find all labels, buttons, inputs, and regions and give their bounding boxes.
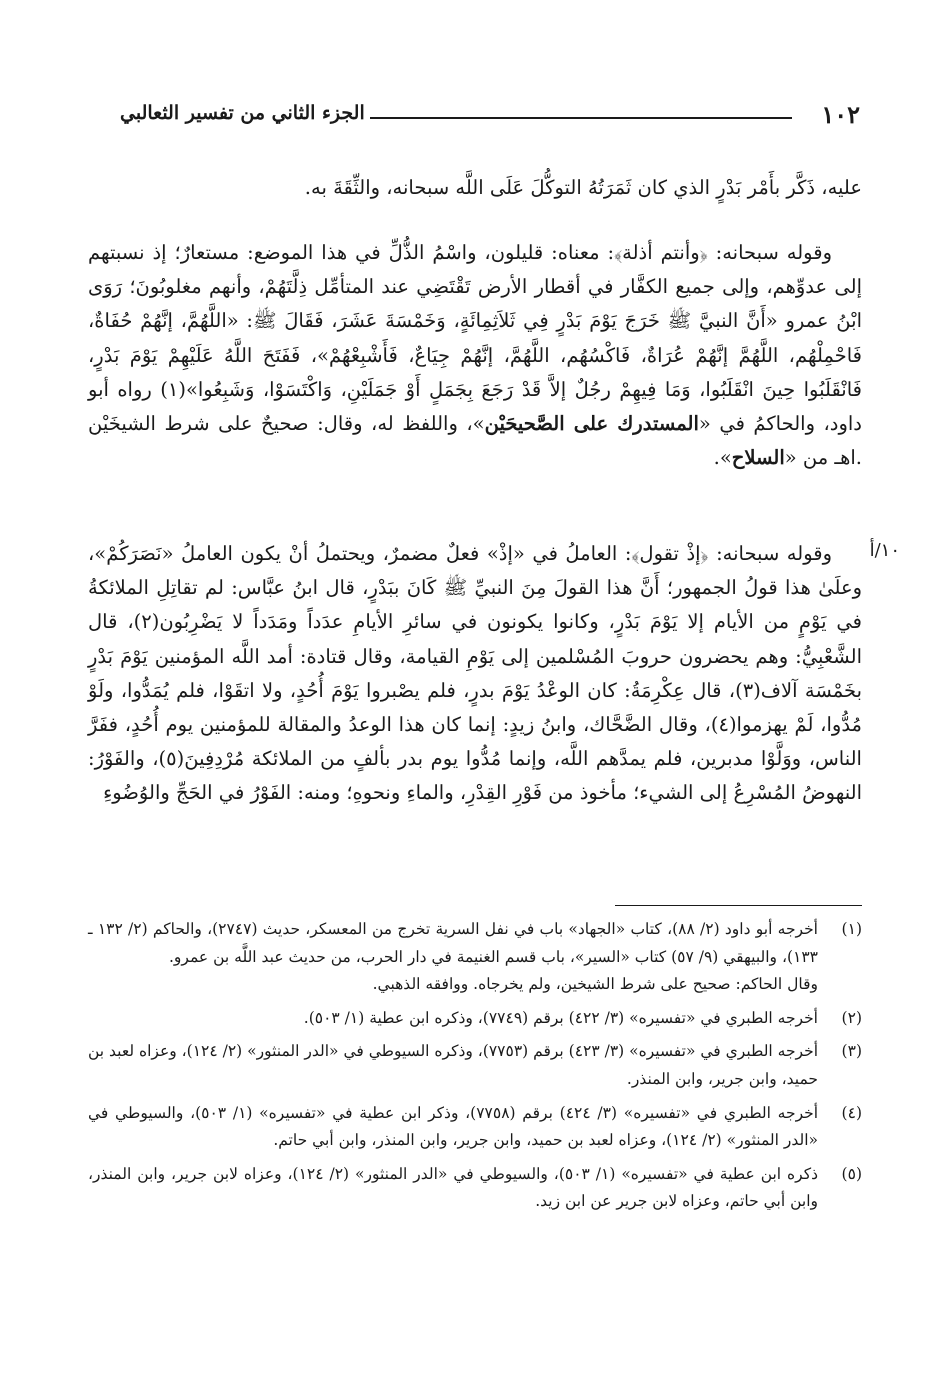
footnote-text: أخرجه الطبري في «تفسيره» (٣/ ٤٢٣) برقم (٧٧٥٣)، وذكره السيوطي في «الدر المنثور» (٢/ ١٢٤)، وعزاه لعبد بن حميد، وابن جرير، وابن المنذر. (88, 1042, 818, 1088)
page-number: ١٠٢ (821, 100, 860, 129)
paragraph-2-main: وقوله سبحانه: ﴿وأنتم أذلة﴾: معناه: قليلون، واسْمُ الذُّلِّ في هذا الموضع: مستعارٌ؛ إذ نسبتهم إلى عدوِّهم، وإلى جميع الكفَّار في أقطار الأرض تَقْتَضِي عند المتأمِّل ذِلَّتَهُمْ، وأنهم مغلوبُونَ؛ رَوَى ابْنُ عمرو «أَنَّ النبيَّ ﷺ خَرَجَ يَوْمَ بَدْرٍ فِي ثَلاَثِمِائَةٍ، وَخَمْسَةَ عَشَرَ، فَقَالَ ﷺ: «اللَّهُمَّ، إنَّهُمْ حُفَاةٌ، فَاحْمِلْهُم، اللَّهُمَّ إنَّهُمْ عُرَاةٌ، فَاكْسُهُم، اللَّهُمَّ، إنَّهُمْ جِيَاعٌ، فَأَشْبِعْهُمْ»، فَفَتَحَ اللَّهُ عَلَيْهِمْ يَوْمَ بَدْرٍ، فَانْقَلَبُوا حِينَ انْقَلَبُوا، وَمَا فِيهِمْ رجُلٌ إلاَّ قَدْ رَجَعَ بِجَمَلٍ أَوْ جَمَلَيْنِ، وَاكْتَسَوْا، وَشَبِعُوا»(١) رواه أبو داود، والحاكمُ في « (88, 241, 862, 436)
header-rule (370, 117, 792, 119)
manuscript-folio-note: ١٠/أ (869, 540, 900, 561)
footnote-text: أخرجه الطبري في «تفسيره» (٣/ ٤٢٢) برقم (٧٧٤٩)، وذكره ابن عطية (١/ ٥٠٣). (303, 1008, 818, 1027)
footnote-number: (٥) (841, 1164, 862, 1183)
footnote-4 (88, 1100, 862, 1155)
paragraph-1-text: عليه، ذَكَّر بأَمْر بَدْرٍ الذي كان ثَمَرَتُهُ التوكُّلَ عَلَى اللَّه سبحانه، والثِّقَةَ به. (304, 176, 862, 199)
footnote-5 (88, 1161, 862, 1216)
footnote-number: (٢) (841, 1008, 862, 1027)
paragraph-2-mid: »، واللفظ له، وقال: صحيحٌ على شرط الشيخَيْن .اهـ من « (88, 412, 862, 470)
paragraph-3-body: وقوله سبحانه: ﴿إذْ تقول﴾: العاملُ في «إذْ» فعلٌ مضمرٌ، ويحتملُ أنْ يكون العاملُ «نَصَرَكُمْ»، وعلَىٰ هذا قولُ الجمهور؛ أَنَّ هذا القولَ مِنَ النبيِّ ﷺ كَانَ ببَدْرٍ، قال ابنُ عبَّاس: لم تقاتِلِ الملائكةُ في يَوْمٍ من الأيام إلا يَوْمَ بَدْرٍ، وكانوا يكونون في سائرِ الأيامِ عدَداً ومَدَداً لا يَضْرِبُون(٢)، قال الشَّعْبِيُّ: وهم يحضرون حروبَ المُسْلمين إلى يَوْمِ القيامة، وقال قتادة: أمد اللَّه المؤمنين يَوْمَ بَدْرٍ بخَمْسَة آلاف(٣)، قال عِكْرِمَةُ: كان الوعْدُ يَوْمَ بدرٍ، فلم يصْبروا يَوْمَ أُحُدٍ، ولا اتقَوْا، فلم يُمَدُّوا، ولَوْ مُدُّوا، لَمْ يهزموا(٤)، وقال الضَّحَّاك، وابنُ زيدٍ: إنما كان هذا الوعدُ والمقالة للمؤمنين يوم أُحُدٍ، ففَرَّ الناس، ووَلَّوْا مدبرين، فلم يمدَّهم اللَّه، وإنما مُدُّوا يوم بدر بألفٍ من الملائكة مُرْدِفِينَ(٥)، والفَوْرُ: النهوضُ المُسْرِعُ إلى الشيء؛ مأخوذ من فَوْرِ القِدْرِ، والماءِ ونحوهِ؛ ومنه: الفَوْرُ في الحَجِّ والوُضُوءِ (88, 542, 863, 805)
paragraph-3-text (88, 537, 862, 811)
paragraph-2-end: ». (713, 446, 732, 470)
footnote-separator (615, 905, 862, 906)
page-header (120, 100, 860, 134)
paragraph-2-text (88, 236, 862, 475)
paragraph-2 (88, 236, 862, 475)
footnote-2 (88, 1005, 862, 1033)
running-title: الجزء الثاني من تفسير الثعالبي (120, 102, 365, 124)
source-title-mustadrak: المستدرك على الصَّحيحَيْن (484, 412, 699, 436)
footnote-1 (88, 916, 862, 999)
footnote-number: (٤) (841, 1103, 862, 1122)
footnote-text: ذكره ابن عطية في «تفسيره» (١/ ٥٠٣)، والسيوطي في «الدر المنثور» (٢/ ١٢٤)، وعزاه لابن جرير، وابن المنذر، وابن أبي حاتم، وعزاه لابن جرير عن ابن زيد. (88, 1164, 818, 1211)
paragraph-3 (88, 537, 862, 811)
source-title-silah: السلاح (731, 446, 785, 470)
footnote-number: (١) (841, 920, 862, 938)
footnote-text: أخرجه الطبري في «تفسيره» (٣/ ٤٢٤) برقم (٧٧٥٨)، وذكر ابن عطية في «تفسيره» (١/ ٥٠٣)، والسيوطي في «الدر المنثور» (٢/ ١٢٤)، وعزاه لعبد بن حميد، وابن جرير، وابن المنذر، وابن أبي حاتم. (88, 1103, 819, 1150)
footnote-3 (88, 1038, 862, 1093)
footnote-note: وقال الحاكم: صحيح على شرط الشيخين، ولم يخرجاه. ووافقه الذهبي. (372, 975, 818, 994)
footnote-number: (٣) (841, 1042, 862, 1061)
paragraph-1 (88, 171, 862, 205)
footnote-text: أخرجه أبو داود (٢/ ٨٨)، كتاب «الجهاد» باب في نفل السرية تخرج من المعسكر، حديث (٢٧٤٧)، والحاكم (٢/ ١٣٢ ـ ١٣٣)، والبيهقي (٩/ ٥٧) كتاب «السير»، باب قسم الغنيمة في دار الحرب، من حديث عبد اللَّه بن عمرو. (88, 920, 818, 966)
footnotes (88, 916, 862, 1222)
